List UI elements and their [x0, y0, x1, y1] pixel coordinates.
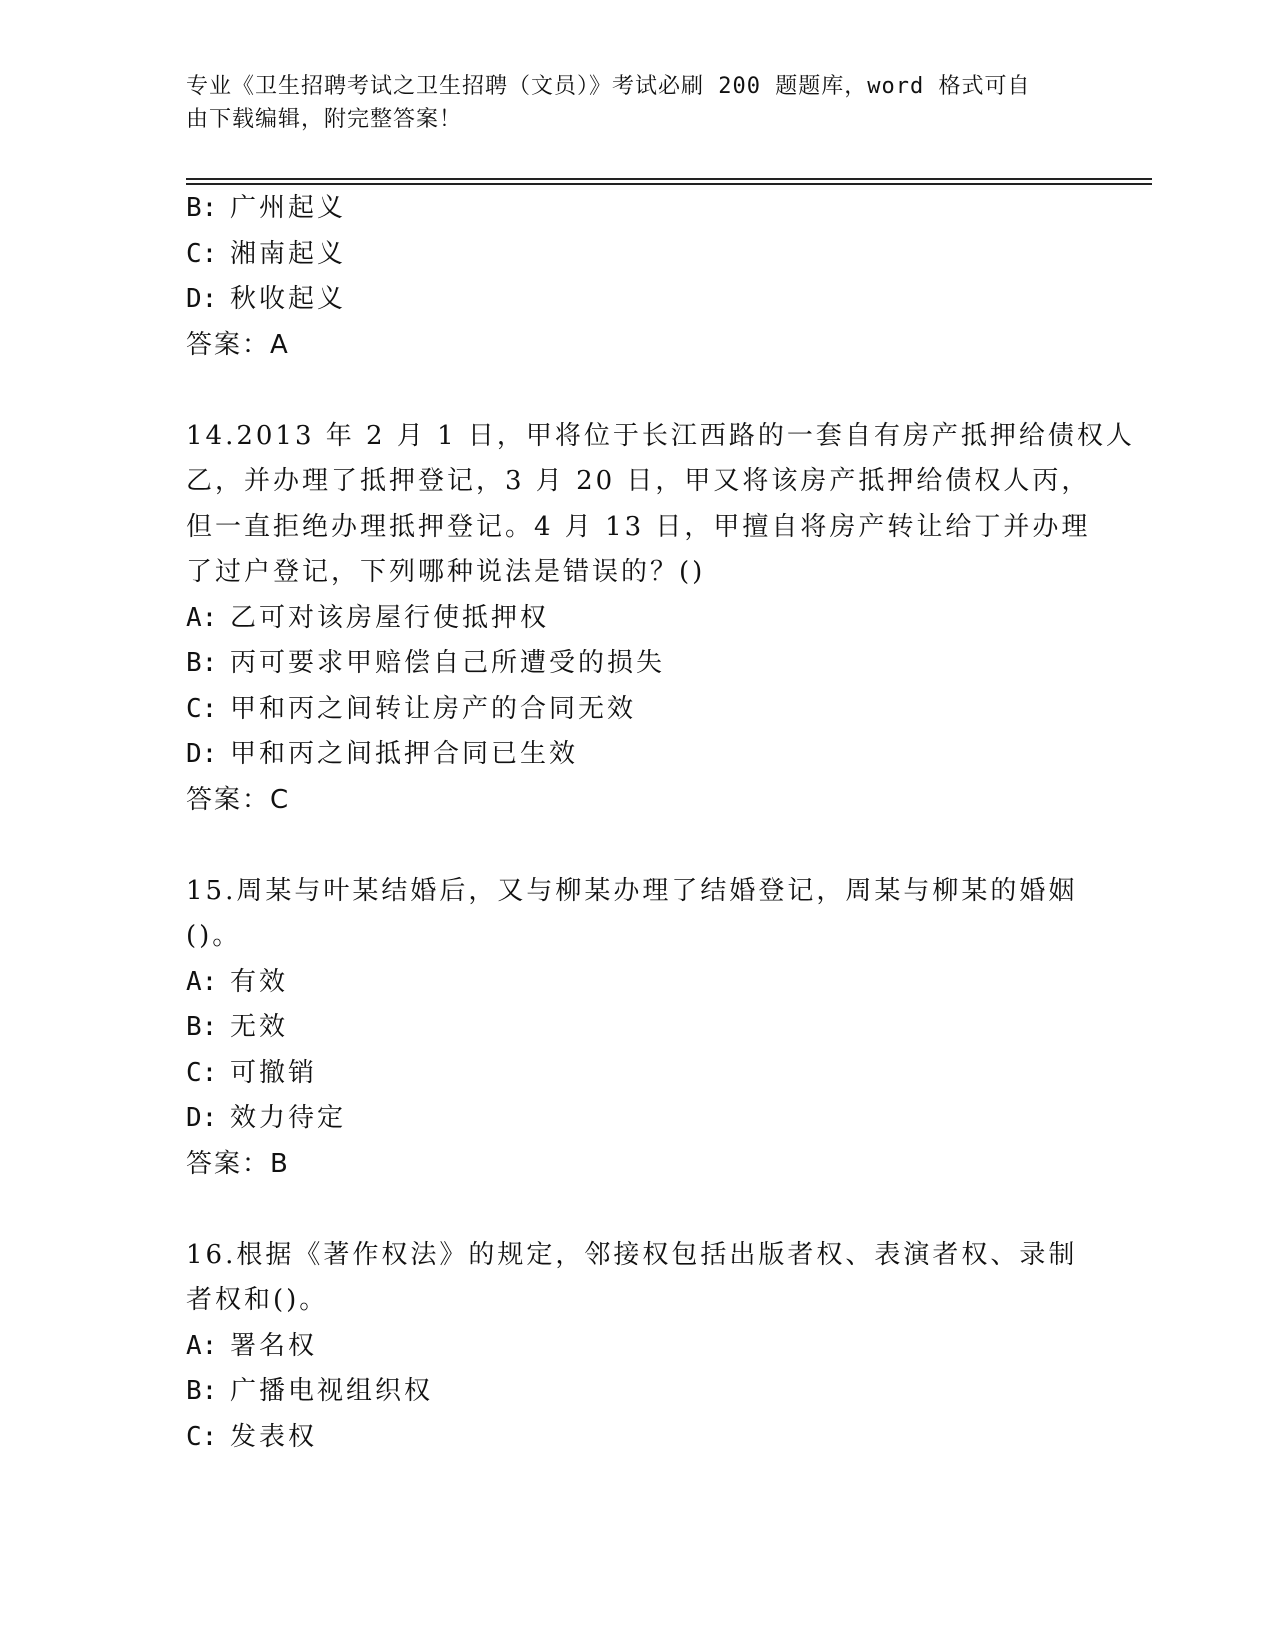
- option-text: 效力待定: [230, 1103, 347, 1133]
- question-line: 者权和()。: [186, 1285, 329, 1315]
- option-text: 秋收起义: [230, 284, 347, 314]
- option-text: 甲和丙之间转让房产的合同无效: [230, 693, 637, 724]
- option-b: [186, 186, 1086, 232]
- option-a: [186, 1324, 1086, 1370]
- header-line-2: 由下载编辑，附完整答案！: [186, 107, 463, 132]
- question-16: [186, 1233, 1086, 1461]
- option-letter: C:: [186, 1421, 218, 1452]
- header-line-1: 专业《卫生招聘考试之卫生招聘（文员）》考试必刷 200 题题库，word 格式可自: [186, 74, 1031, 99]
- spacer: [186, 368, 1086, 414]
- option-letter: B:: [186, 193, 218, 223]
- option-text: 署名权: [230, 1330, 318, 1361]
- option-c: [186, 687, 1086, 733]
- option-text: 无效: [230, 1012, 289, 1042]
- option-letter: A:: [186, 602, 218, 633]
- header-divider-top: [186, 178, 1152, 180]
- option-b: [186, 1005, 1086, 1051]
- option-text: 广播电视组织权: [230, 1376, 434, 1406]
- option-d: [186, 277, 1086, 323]
- option-d: [186, 1096, 1086, 1142]
- question-line: 14.2013 年 2 月 1 日，甲将位于长江西路的一套自有房产抵押给债权人: [186, 420, 1135, 451]
- option-c: [186, 1051, 1086, 1097]
- question-content: [186, 186, 1135, 1460]
- option-text: 广州起义: [230, 193, 347, 223]
- option-text: 湘南起义: [230, 238, 347, 269]
- question-line: 但一直拒绝办理抵押登记。4 月 13 日，甲擅自将房产转让给丁并办理: [186, 511, 1091, 542]
- answer-15: 答案：B: [186, 1148, 290, 1179]
- option-b: [186, 641, 1086, 687]
- option-letter: A:: [186, 966, 218, 997]
- question-13-options: [186, 186, 1086, 323]
- answer-14: 答案：C: [186, 784, 291, 815]
- option-letter: D:: [186, 739, 218, 769]
- option-text: 甲和丙之间抵押合同已生效: [230, 739, 579, 769]
- option-letter: A:: [186, 1330, 218, 1361]
- question-line: ()。: [186, 921, 242, 951]
- spacer: [186, 1187, 1086, 1233]
- option-c: [186, 1415, 1086, 1461]
- option-letter: C:: [186, 1057, 218, 1088]
- option-text: 乙可对该房屋行使抵押权: [230, 602, 550, 633]
- spacer: [186, 823, 1086, 869]
- question-line: 15.周某与叶某结婚后，又与柳某办理了结婚登记，周某与柳某的婚姻: [186, 875, 1078, 906]
- option-letter: B:: [186, 1376, 218, 1406]
- option-letter: B:: [186, 648, 218, 678]
- option-d: [186, 732, 1086, 778]
- option-a: [186, 596, 1086, 642]
- header-divider-bottom: [186, 183, 1152, 185]
- document-header: [186, 70, 1066, 136]
- question-line: 乙，并办理了抵押登记，3 月 20 日，甲又将该房产抵押给债权人丙，: [186, 466, 1091, 496]
- option-text: 有效: [230, 966, 289, 997]
- question-line: 了过户登记，下列哪种说法是错误的？(): [186, 557, 706, 587]
- option-letter: C:: [186, 693, 218, 724]
- option-text: 发表权: [230, 1421, 318, 1452]
- question-15: [186, 869, 1086, 1188]
- option-c: [186, 232, 1086, 278]
- option-text: 丙可要求甲赔偿自己所遭受的损失: [230, 648, 666, 678]
- option-letter: D:: [186, 1103, 218, 1133]
- question-14: [186, 414, 1135, 824]
- option-a: [186, 960, 1086, 1006]
- option-letter: D:: [186, 284, 218, 314]
- question-line: 16.根据《著作权法》的规定，邻接权包括出版者权、表演者权、录制: [186, 1239, 1078, 1270]
- option-text: 可撤销: [230, 1057, 318, 1088]
- answer-13: 答案：A: [186, 329, 290, 360]
- option-letter: B:: [186, 1012, 218, 1042]
- option-letter: C:: [186, 238, 218, 269]
- option-b: [186, 1369, 1086, 1415]
